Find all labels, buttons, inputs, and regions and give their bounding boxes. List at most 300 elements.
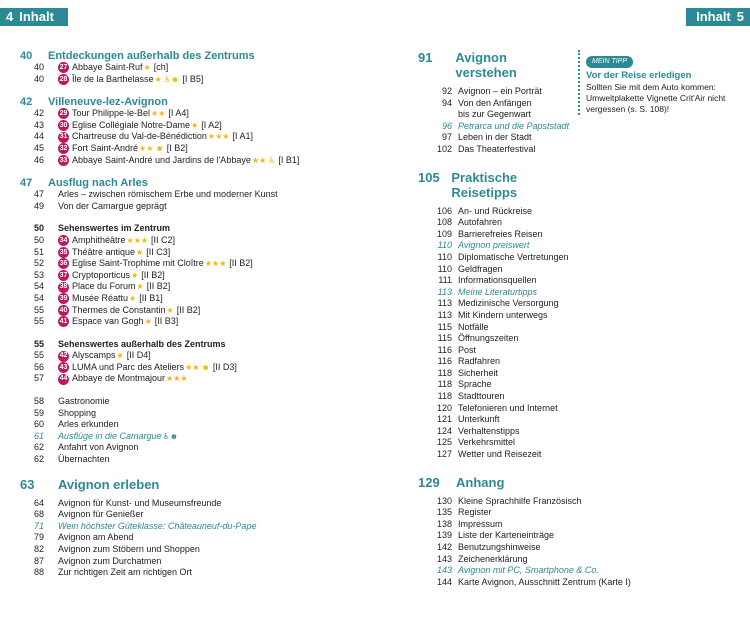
entry-title: Diplomatische Vertretungen — [458, 251, 569, 262]
spacer — [418, 156, 570, 170]
feature-icon: ☻ — [155, 143, 164, 153]
section-title: Villeneuve-lez-Avignon — [48, 96, 168, 109]
page-header-left — [0, 8, 68, 26]
entry-title: Avignon für Kunst- und Museumsfreunde — [58, 497, 222, 508]
toc-entry[interactable] — [20, 442, 350, 454]
entry-page-number: 62 — [33, 454, 44, 465]
entry-page-number: 64 — [33, 497, 44, 508]
toc-entry[interactable] — [20, 431, 350, 443]
entry-page-number: 42 — [33, 108, 44, 119]
toc-entry[interactable] — [418, 449, 570, 461]
entry-title: LUMA und Parc des Ateliers — [72, 361, 185, 372]
toc-entry[interactable] — [418, 252, 570, 264]
toc-entry[interactable] — [418, 437, 570, 449]
section-heading[interactable] — [418, 50, 570, 80]
toc-entry[interactable] — [20, 556, 350, 568]
entry-page-number: 102 — [436, 143, 452, 154]
entry-title: Impressum — [458, 518, 503, 529]
page-number-left: 4 — [6, 9, 14, 24]
map-grid-reference: [I B1] — [278, 154, 300, 165]
sight-number-badge: 34 — [58, 235, 69, 246]
entry-title: Öffnungszeiten — [458, 333, 519, 344]
rating-stars: ★ — [166, 305, 174, 315]
toc-entry[interactable] — [20, 143, 350, 155]
entry-page-number: 120 — [436, 402, 452, 413]
entry-title: Shopping — [58, 407, 97, 418]
entry-title: Zeichenerklärung — [458, 553, 528, 564]
toc-entry[interactable] — [20, 521, 350, 533]
map-grid-reference: [II B2] — [146, 281, 171, 292]
map-grid-reference: [ch] — [153, 62, 169, 72]
entry-page-number: 96 — [441, 120, 452, 131]
entry-title: Meine Literaturtipps — [458, 286, 538, 297]
toc-entry[interactable] — [20, 316, 350, 328]
entry-title: Stadttouren — [458, 391, 505, 402]
entry-page-number: 125 — [436, 437, 452, 448]
entry-page-number: 51 — [33, 246, 44, 257]
section-heading[interactable] — [20, 177, 350, 189]
entry-title: Wein höchster Güteklasse: Châteauneuf-du-Pape — [58, 520, 257, 531]
entry-title: Abbaye de Montmajour — [72, 373, 166, 384]
toc-entry[interactable] — [20, 350, 350, 362]
spacer — [418, 461, 570, 475]
entry-page-number: 143 — [436, 553, 452, 564]
toc-entry[interactable] — [418, 217, 570, 229]
tip-content — [578, 50, 740, 115]
entry-title: Medizinische Versorgung — [458, 298, 559, 309]
sight-number-badge: 27 — [58, 62, 69, 73]
entry-page-number: 87 — [33, 555, 44, 566]
toc-entry[interactable] — [20, 567, 350, 579]
entry-title: An- und Rückreise — [458, 205, 533, 216]
entry-title: Barrierefreies Reisen — [458, 228, 543, 239]
entry-title: Amphithéâtre — [72, 234, 126, 245]
rating-stars: ★ — [116, 351, 124, 361]
entry-page-number: 110 — [437, 251, 452, 262]
toc-entry[interactable] — [20, 293, 350, 305]
sight-number-badge: 29 — [58, 108, 69, 119]
section-title: Avignon erleben — [58, 476, 160, 492]
entry-page-number: 135 — [436, 507, 452, 518]
entry-title: Zur richtigen Zeit am richtigen Ort — [58, 567, 193, 578]
toc-entry[interactable] — [418, 379, 570, 391]
entry-page-number: 55 — [33, 338, 44, 349]
sight-number-badge: 40 — [58, 305, 69, 316]
entry-page-number: 58 — [33, 396, 44, 407]
entry-title: Anfahrt von Avignon — [58, 442, 139, 453]
toc-entry[interactable] — [20, 362, 350, 374]
toc-entry[interactable] — [418, 414, 570, 426]
entry-title: Verhaltenstipps — [458, 425, 520, 436]
feature-icon: ♿ — [268, 155, 276, 165]
entry-title: Sprache — [458, 379, 492, 390]
map-grid-reference: [II B2] — [176, 304, 201, 315]
map-grid-reference: [I B2] — [166, 142, 188, 153]
entry-page-number: 144 — [436, 576, 452, 587]
map-grid-reference: [II B2] — [229, 258, 253, 269]
toc-entry[interactable] — [418, 356, 570, 368]
rating-stars: ★ — [131, 270, 139, 280]
entry-page-number: 143 — [436, 565, 452, 576]
entry-title: Gastronomie — [58, 396, 110, 407]
entry-page-number: 47 — [33, 189, 44, 200]
sight-number-badge: 38 — [58, 282, 69, 293]
entry-page-number: 60 — [33, 419, 44, 430]
toc-entry[interactable] — [20, 247, 350, 259]
section-heading[interactable] — [418, 170, 570, 200]
rating-stars: ★ — [144, 317, 152, 327]
entry-title: Liste der Karteneinträge — [458, 530, 555, 541]
entry-title: Musée Réattu — [72, 292, 129, 303]
sight-number-badge: 33 — [58, 155, 69, 166]
sight-number-badge: 42 — [58, 351, 69, 362]
entry-title: Sehenswertes außerhalb des Zentrums — [58, 338, 226, 349]
toc-entry[interactable] — [20, 454, 350, 466]
sight-number-badge: 37 — [58, 270, 69, 281]
sight-number-badge: 35 — [58, 247, 69, 258]
rating-stars: ★★ — [185, 362, 200, 372]
entry-title: Abbaye Saint-Ruf — [72, 62, 143, 72]
toc-entry[interactable] — [20, 258, 350, 270]
section-page-number: 47 — [20, 177, 33, 190]
toc-entry[interactable] — [20, 498, 350, 510]
subsection-heading[interactable] — [20, 223, 350, 235]
toc-left-column — [20, 50, 350, 579]
rating-stars: ★★ — [139, 143, 154, 153]
rating-stars: ★★★ — [166, 374, 188, 384]
entry-page-number: 116 — [437, 356, 452, 367]
section-page-number: 63 — [20, 476, 35, 492]
page-header-right — [686, 8, 750, 26]
entry-title: Avignon preiswert — [458, 240, 530, 251]
toc-entry[interactable] — [418, 275, 570, 287]
entry-page-number: 121 — [436, 414, 452, 425]
entry-title: Radfahren — [458, 356, 501, 367]
section-heading[interactable] — [20, 50, 350, 62]
section-title: Praktische Reisetipps — [451, 169, 518, 200]
entry-page-number: 109 — [436, 228, 452, 239]
entry-title: Informationsquellen — [458, 275, 537, 286]
map-grid-reference: [II B2] — [141, 269, 165, 280]
entry-page-number: 113 — [437, 286, 452, 297]
rating-stars: ★★ — [251, 155, 267, 165]
sight-number-badge: 39 — [58, 293, 69, 304]
entry-page-number: 92 — [441, 86, 452, 96]
entry-title: Von den Anfängen — [458, 97, 532, 108]
rating-stars: ★★★ — [126, 235, 149, 245]
mein-tipp-logo: MEIN TIPP — [586, 56, 633, 68]
toc-entry[interactable] — [20, 408, 350, 420]
section-page-number: 91 — [418, 50, 433, 65]
entry-page-number: 82 — [33, 544, 44, 554]
entry-page-number: 55 — [33, 316, 44, 327]
toc-entry[interactable] — [20, 155, 350, 167]
toc-entry[interactable] — [20, 74, 350, 86]
section-page-number: 129 — [418, 474, 440, 490]
toc-entry[interactable] — [418, 132, 570, 144]
spacer — [20, 328, 350, 339]
section-heading[interactable] — [418, 475, 570, 490]
entry-title: Kleine Sprachhilfe Französisch — [458, 495, 582, 506]
section-page-number: 105 — [418, 169, 440, 185]
entry-title: Cryptoporticus — [72, 269, 131, 280]
toc-entry[interactable] — [20, 62, 350, 74]
sight-number-badge: 28 — [58, 74, 69, 85]
entry-page-number: 115 — [437, 321, 452, 332]
toc-entry[interactable] — [418, 403, 570, 415]
entry-title: Île de la Barthelasse — [72, 73, 154, 84]
entry-page-number: 40 — [33, 62, 44, 72]
rating-stars: ★★★ — [204, 259, 227, 269]
entry-title: Wetter und Reisezeit — [458, 449, 542, 460]
entry-title: Alyscamps — [72, 350, 116, 361]
map-grid-reference: [I B5] — [182, 73, 204, 84]
toc-entry[interactable] — [418, 576, 631, 589]
entry-title: Espace van Gogh — [72, 316, 144, 327]
toc-entry[interactable] — [20, 419, 350, 431]
section-heading[interactable] — [20, 477, 350, 492]
entry-title: Von der Camargue geprägt — [58, 200, 167, 211]
toc-entry[interactable] — [418, 264, 570, 276]
toc-entry[interactable] — [418, 298, 570, 310]
page-number-right: 5 — [736, 9, 744, 24]
entry-page-number: 94 — [441, 97, 452, 108]
toc-entry[interactable] — [20, 396, 350, 408]
feature-icon: ♿☻ — [162, 431, 179, 441]
section-page-number: 42 — [20, 96, 33, 109]
toc-entry[interactable] — [418, 333, 570, 345]
rating-stars: ★★ — [151, 109, 166, 119]
toc-entry[interactable] — [418, 310, 570, 322]
feature-icon: ☻ — [201, 362, 210, 372]
entry-title: Sehenswertes im Zentrum — [58, 223, 171, 234]
entry-title: Théâtre antique — [72, 246, 136, 257]
map-grid-reference: [II C2] — [151, 234, 176, 245]
toc-entry[interactable] — [418, 530, 570, 542]
entry-title: Unterkunft — [458, 414, 500, 425]
entry-page-number: 45 — [33, 142, 44, 153]
entry-page-number: 40 — [33, 73, 44, 84]
toc-entry[interactable] — [20, 270, 350, 282]
toc-entry[interactable] — [418, 206, 570, 218]
sight-number-badge: 43 — [58, 362, 69, 373]
entry-title: Autofahren — [458, 217, 503, 228]
section-page-number: 40 — [20, 50, 33, 62]
entry-page-number: 118 — [437, 391, 452, 402]
entry-page-number: 118 — [437, 379, 452, 390]
sight-number-badge: 44 — [58, 374, 69, 385]
map-grid-reference: [II B3] — [154, 316, 179, 327]
map-grid-reference: [I A4] — [168, 108, 189, 119]
toc-entry[interactable] — [418, 495, 582, 508]
map-grid-reference: [II D4] — [126, 350, 151, 361]
entry-title: Ausflüge in die Camargue — [58, 430, 162, 441]
entry-title: Mit Kindern unterwegs — [458, 309, 548, 320]
rating-stars: ★ — [136, 247, 144, 257]
rating-stars: ★ — [154, 74, 162, 84]
entry-page-number: 50 — [33, 234, 44, 245]
sight-number-badge: 30 — [58, 120, 69, 131]
feature-icon: ♿☻ — [163, 74, 180, 84]
spacer — [20, 385, 350, 396]
section-title: Ausflug nach Arles — [48, 177, 148, 190]
toc-entry[interactable] — [20, 281, 350, 293]
entry-title: Leben in der Stadt — [458, 132, 532, 143]
entry-page-number: 138 — [436, 518, 452, 529]
rating-stars: ★ — [136, 282, 144, 292]
entry-title: Arles – zwischen römischem Erbe und moderner Kunst — [58, 189, 278, 200]
toc-entry[interactable] — [418, 121, 570, 133]
section-title: Entdeckungen außerhalb des Zentrums — [48, 50, 255, 62]
toc-entry[interactable] — [418, 287, 570, 299]
map-grid-reference: [II C3] — [146, 246, 171, 257]
entry-title: Geldfragen — [458, 263, 503, 274]
entry-page-number: 61 — [33, 430, 44, 441]
tip-title: Vor der Reise erledigen — [586, 70, 692, 81]
entry-title: Place du Forum — [72, 281, 136, 292]
toc-entry[interactable] — [20, 373, 350, 385]
entry-page-number: 118 — [437, 367, 452, 378]
entry-page-number: 110 — [437, 240, 452, 251]
entry-title: Chartreuse du Val-de-Bénédiction — [72, 131, 207, 142]
toc-entry[interactable] — [418, 542, 570, 554]
entry-page-number: 113 — [437, 298, 452, 309]
entry-title: Avignon zum Stöbern und Shoppen — [58, 544, 200, 554]
toc-entry[interactable] — [20, 544, 350, 556]
entry-title: Arles erkunden — [58, 419, 119, 430]
toc-entry[interactable] — [20, 305, 350, 317]
toc-entry[interactable] — [20, 131, 350, 143]
section-heading[interactable] — [20, 96, 350, 108]
entry-page-number: 130 — [436, 495, 452, 506]
entry-title: Abbaye Saint-André und Jardins de l'Abbaye — [72, 154, 251, 165]
toc-entry[interactable] — [418, 229, 570, 241]
toc-entry[interactable] — [418, 519, 570, 531]
rating-stars: ★ — [143, 63, 151, 72]
toc-entry[interactable] — [418, 368, 570, 380]
rating-stars: ★★★ — [207, 132, 230, 142]
entry-page-number: 124 — [436, 425, 452, 436]
tip-box — [578, 50, 740, 115]
toc-entry[interactable] — [418, 565, 599, 577]
toc-entry[interactable] — [418, 109, 570, 121]
entry-title: Übernachten — [58, 454, 110, 465]
toc-entry[interactable] — [20, 108, 350, 120]
entry-page-number: 68 — [33, 509, 44, 520]
map-grid-reference: [I A2] — [201, 119, 222, 130]
section-title: Anhang — [456, 474, 505, 490]
entry-page-number: 57 — [33, 373, 44, 384]
toc-entry[interactable] — [418, 345, 570, 357]
entry-title: Karte Avignon, Ausschnitt Zentrum (Karte I) — [458, 576, 631, 587]
entry-title: Notfälle — [458, 321, 489, 332]
toc-entry[interactable] — [418, 144, 570, 156]
entry-title: Post — [458, 344, 477, 355]
sight-number-badge: 32 — [58, 143, 69, 154]
entry-page-number: 55 — [33, 350, 44, 361]
toc-entry[interactable] — [418, 391, 570, 403]
entry-page-number: 49 — [33, 200, 44, 211]
entry-title: Telefonieren und Internet — [458, 402, 558, 413]
toc-entry[interactable] — [20, 235, 350, 247]
rating-stars: ★ — [191, 120, 199, 130]
toc-entry[interactable] — [418, 322, 570, 334]
toc-entry[interactable] — [20, 532, 350, 544]
entry-title: Thermes de Constantin — [72, 304, 166, 315]
entry-title: Register — [458, 507, 492, 518]
toc-entry[interactable] — [418, 507, 570, 519]
entry-page-number: 111 — [438, 275, 452, 286]
entry-title: bis zur Gegenwart — [458, 109, 532, 120]
entry-page-number: 44 — [33, 131, 44, 142]
entry-page-number: 115 — [437, 333, 452, 344]
entry-page-number: 110 — [437, 263, 452, 274]
page-title-right: Inhalt — [696, 9, 731, 24]
entry-title: Avignon – ein Porträt — [458, 86, 542, 96]
toc-entry[interactable] — [20, 189, 350, 201]
entry-page-number: 88 — [33, 567, 44, 578]
tip-text: Sollten Sie mit dem Auto kommen: Umweltplakette Vignette Crit'Air nicht vergessen (s. S. 108)! — [586, 82, 726, 114]
spacer — [20, 166, 350, 177]
spacer — [20, 85, 350, 96]
entry-title: Avignon mit PC, Smartphone & Co. — [458, 565, 599, 576]
toc-entry[interactable] — [418, 426, 570, 438]
toc-entry[interactable] — [418, 554, 570, 566]
sight-number-badge: 41 — [58, 316, 69, 327]
entry-page-number: 52 — [33, 258, 44, 269]
entry-page-number: 79 — [33, 532, 44, 543]
entry-page-number: 142 — [436, 542, 452, 552]
sight-number-badge: 36 — [58, 258, 69, 269]
map-grid-reference: [I A1] — [232, 131, 253, 142]
entry-page-number: 55 — [33, 304, 44, 315]
entry-page-number: 139 — [436, 530, 452, 541]
subsection-heading[interactable] — [20, 339, 350, 351]
entry-page-number: 53 — [33, 269, 44, 280]
map-grid-reference: [II D3] — [212, 361, 237, 372]
entry-page-number: 71 — [33, 520, 44, 531]
entry-title: Petrarca und die Papststadt — [458, 120, 570, 131]
entry-page-number: 54 — [33, 292, 44, 303]
toc-entry[interactable] — [418, 240, 570, 252]
entry-page-number: 108 — [436, 217, 452, 228]
entry-title: Das Theaterfestival — [458, 143, 536, 154]
toc-entry[interactable] — [418, 98, 570, 110]
entry-page-number: 46 — [33, 154, 44, 165]
entry-title: Benutzungshinweise — [458, 542, 541, 552]
entry-title: Avignon für Genießer — [58, 509, 144, 520]
entry-title: Avignon am Abend — [58, 532, 134, 543]
entry-page-number: 43 — [33, 119, 44, 130]
rating-stars: ★ — [129, 293, 137, 303]
spacer — [20, 466, 350, 477]
toc-entry[interactable] — [20, 509, 350, 521]
page-title-left: Inhalt — [19, 9, 54, 24]
entry-page-number: 62 — [33, 442, 44, 453]
entry-title: Sicherheit — [458, 367, 499, 378]
entry-title: Eglise Collégiale Notre-Dame — [72, 119, 191, 130]
section-title: Avignon verstehen — [455, 50, 517, 80]
map-grid-reference: [II B1] — [139, 292, 163, 303]
entry-page-number: 127 — [436, 449, 452, 460]
entry-page-number: 59 — [33, 407, 44, 418]
toc-entry[interactable] — [418, 86, 570, 98]
entry-page-number: 113 — [437, 309, 452, 320]
entry-title: Tour Philippe-le-Bel — [72, 108, 151, 119]
toc-entry[interactable] — [20, 120, 350, 132]
entry-page-number: 116 — [437, 344, 452, 355]
toc-entry[interactable] — [20, 201, 350, 213]
